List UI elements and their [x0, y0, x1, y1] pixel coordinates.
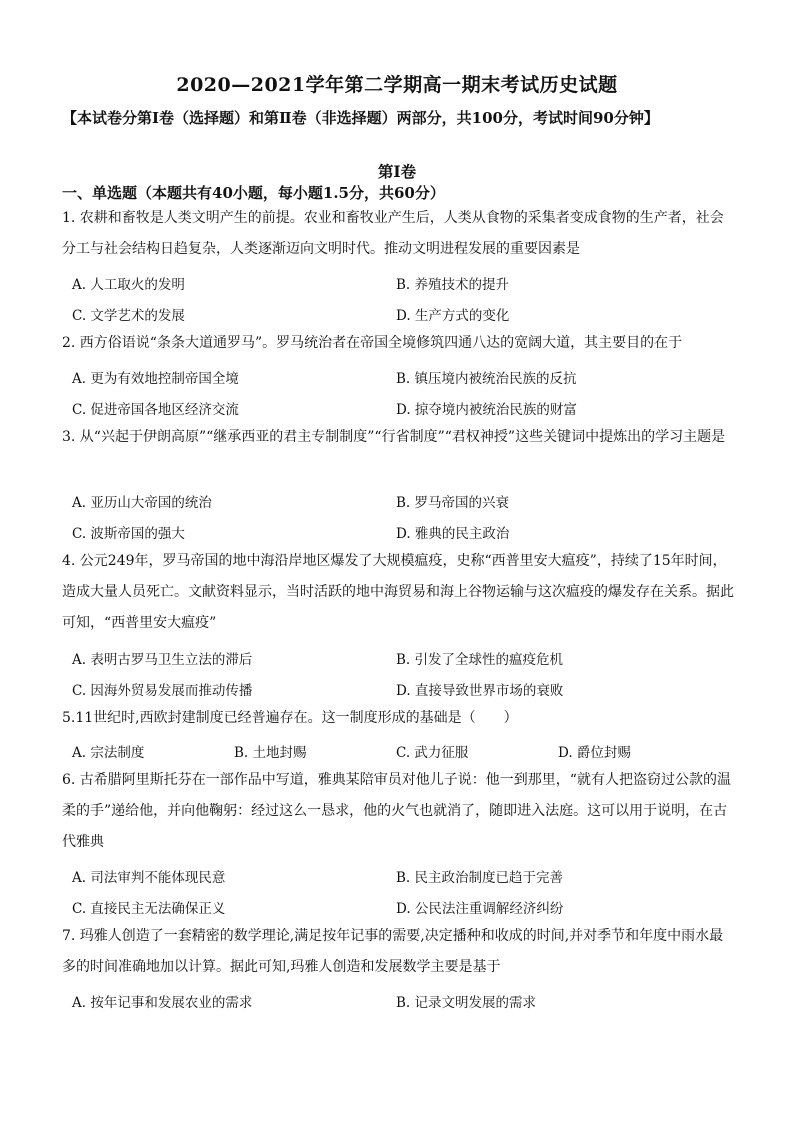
question-6-option-a: A. 司法审判不能体现民意	[72, 870, 226, 886]
question-3-option-a: A. 亚历山大帝国的统治	[72, 495, 212, 511]
question-4-option-b: B. 引发了全球性的瘟疫危机	[396, 652, 564, 668]
question-6-option-b: B. 民主政治制度已趋于完善	[396, 870, 564, 886]
question-5-option-c: C. 武力征服	[396, 745, 469, 761]
question-4-stem: 4. 公元249年，罗马帝国的地中海沿岸地区爆发了大规模瘟疫，史称“西普里安大瘟疫”，持续了15年时间，造成大量人员死亡。文献资料显示，当时活跃的地中海贸易和海上谷物运输与这次瘟疫的爆发存在关系。据此可知，“西普里安大瘟疫”	[62, 553, 734, 631]
exam-title: 2020—2021学年第二学期高一期末考试历史试题	[176, 74, 618, 96]
question-1-option-a: A. 人工取火的发明	[72, 277, 185, 293]
question-4-option-a: A. 表明古罗马卫生立法的滞后	[72, 652, 253, 668]
question-1-option-b: B. 养殖技术的提升	[396, 277, 510, 293]
question-4-option-c: C. 因海外贸易发展而推动传播	[72, 683, 253, 699]
question-2-option-b: B. 镇压境内被统治民族的反抗	[396, 371, 577, 387]
question-3-option-d: D. 雅典的民主政治	[396, 526, 510, 542]
question-7-stem: 7. 玛雅人创造了一套精密的数学理论,满足按年记事的需要,决定播种和收成的时间,并对季节和年度中雨水最多的时间准确地加以计算。据此可知,玛雅人创造和发展数学主要是基于	[62, 928, 724, 975]
question-2-option-c: C. 促进帝国各地区经济交流	[72, 402, 239, 418]
question-6-option-c: C. 直接民主无法确保正义	[72, 901, 226, 917]
question-1-option-d: D. 生产方式的变化	[396, 308, 510, 324]
question-1-option-c: C. 文学艺术的发展	[72, 308, 185, 324]
question-2-option-a: A. 更为有效地控制帝国全境	[72, 371, 239, 387]
question-2-option-d: D. 掠夺境内被统治民族的财富	[396, 402, 577, 418]
question-6-option-d: D. 公民法注重调解经济纠纷	[396, 901, 564, 917]
volume-heading: 第Ⅰ卷	[377, 162, 417, 181]
question-6-stem: 6. 古希腊阿里斯托芬在一部作品中写道，雅典某陪审员对他儿子说：他一到那里，“就有人把盗窃过公款的温柔的手”递给他，并向他鞠躬：经过这么一恳求，他的火气也就消了，随即进入法庭。这可以用于说明，在古代雅典	[62, 772, 731, 850]
question-5-stem: 5.11世纪时,西欧封建制度已经普遍存在。这一制度形成的基础是（ ）	[62, 710, 518, 726]
exam-instructions: 【本试卷分第Ⅰ卷（选择题）和第Ⅱ卷（非选择题）两部分，共100分，考试时间90分钟】	[62, 109, 659, 127]
question-3-option-c: C. 波斯帝国的强大	[72, 526, 185, 542]
question-4-option-d: D. 直接导致世界市场的衰败	[396, 683, 564, 699]
question-5-option-a: A. 宗法制度	[72, 745, 145, 761]
question-1-stem: 1. 农耕和畜牧是人类文明产生的前提。农业和畜牧业产生后，人类从食物的采集者变成食物的生产者，社会分工与社会结构日趋复杂，人类逐渐迈向文明时代。推动文明进程发展的重要因素是	[62, 210, 724, 257]
question-3-option-b: B. 罗马帝国的兴衰	[396, 495, 510, 511]
question-2-stem: 2. 西方俗语说“条条大道通罗马”。罗马统治者在帝国全境修筑四通八达的宽阔大道，其主要目的在于	[62, 335, 683, 351]
question-3-stem: 3. 从“兴起于伊朗高原”“继承西亚的君主专制制度”“行省制度”“君权神授”这些关键词中提炼出的学习主题是	[62, 429, 726, 445]
question-5-option-d: D. 爵位封赐	[558, 745, 631, 761]
question-7-option-a: A. 按年记事和发展农业的需求	[72, 995, 253, 1011]
question-5-option-b: B. 土地封赐	[234, 745, 307, 761]
section-heading: 一、单选题（本题共有40小题，每小题1.5分，共60分）	[62, 184, 445, 202]
question-7-option-b: B. 记录文明发展的需求	[396, 995, 537, 1011]
